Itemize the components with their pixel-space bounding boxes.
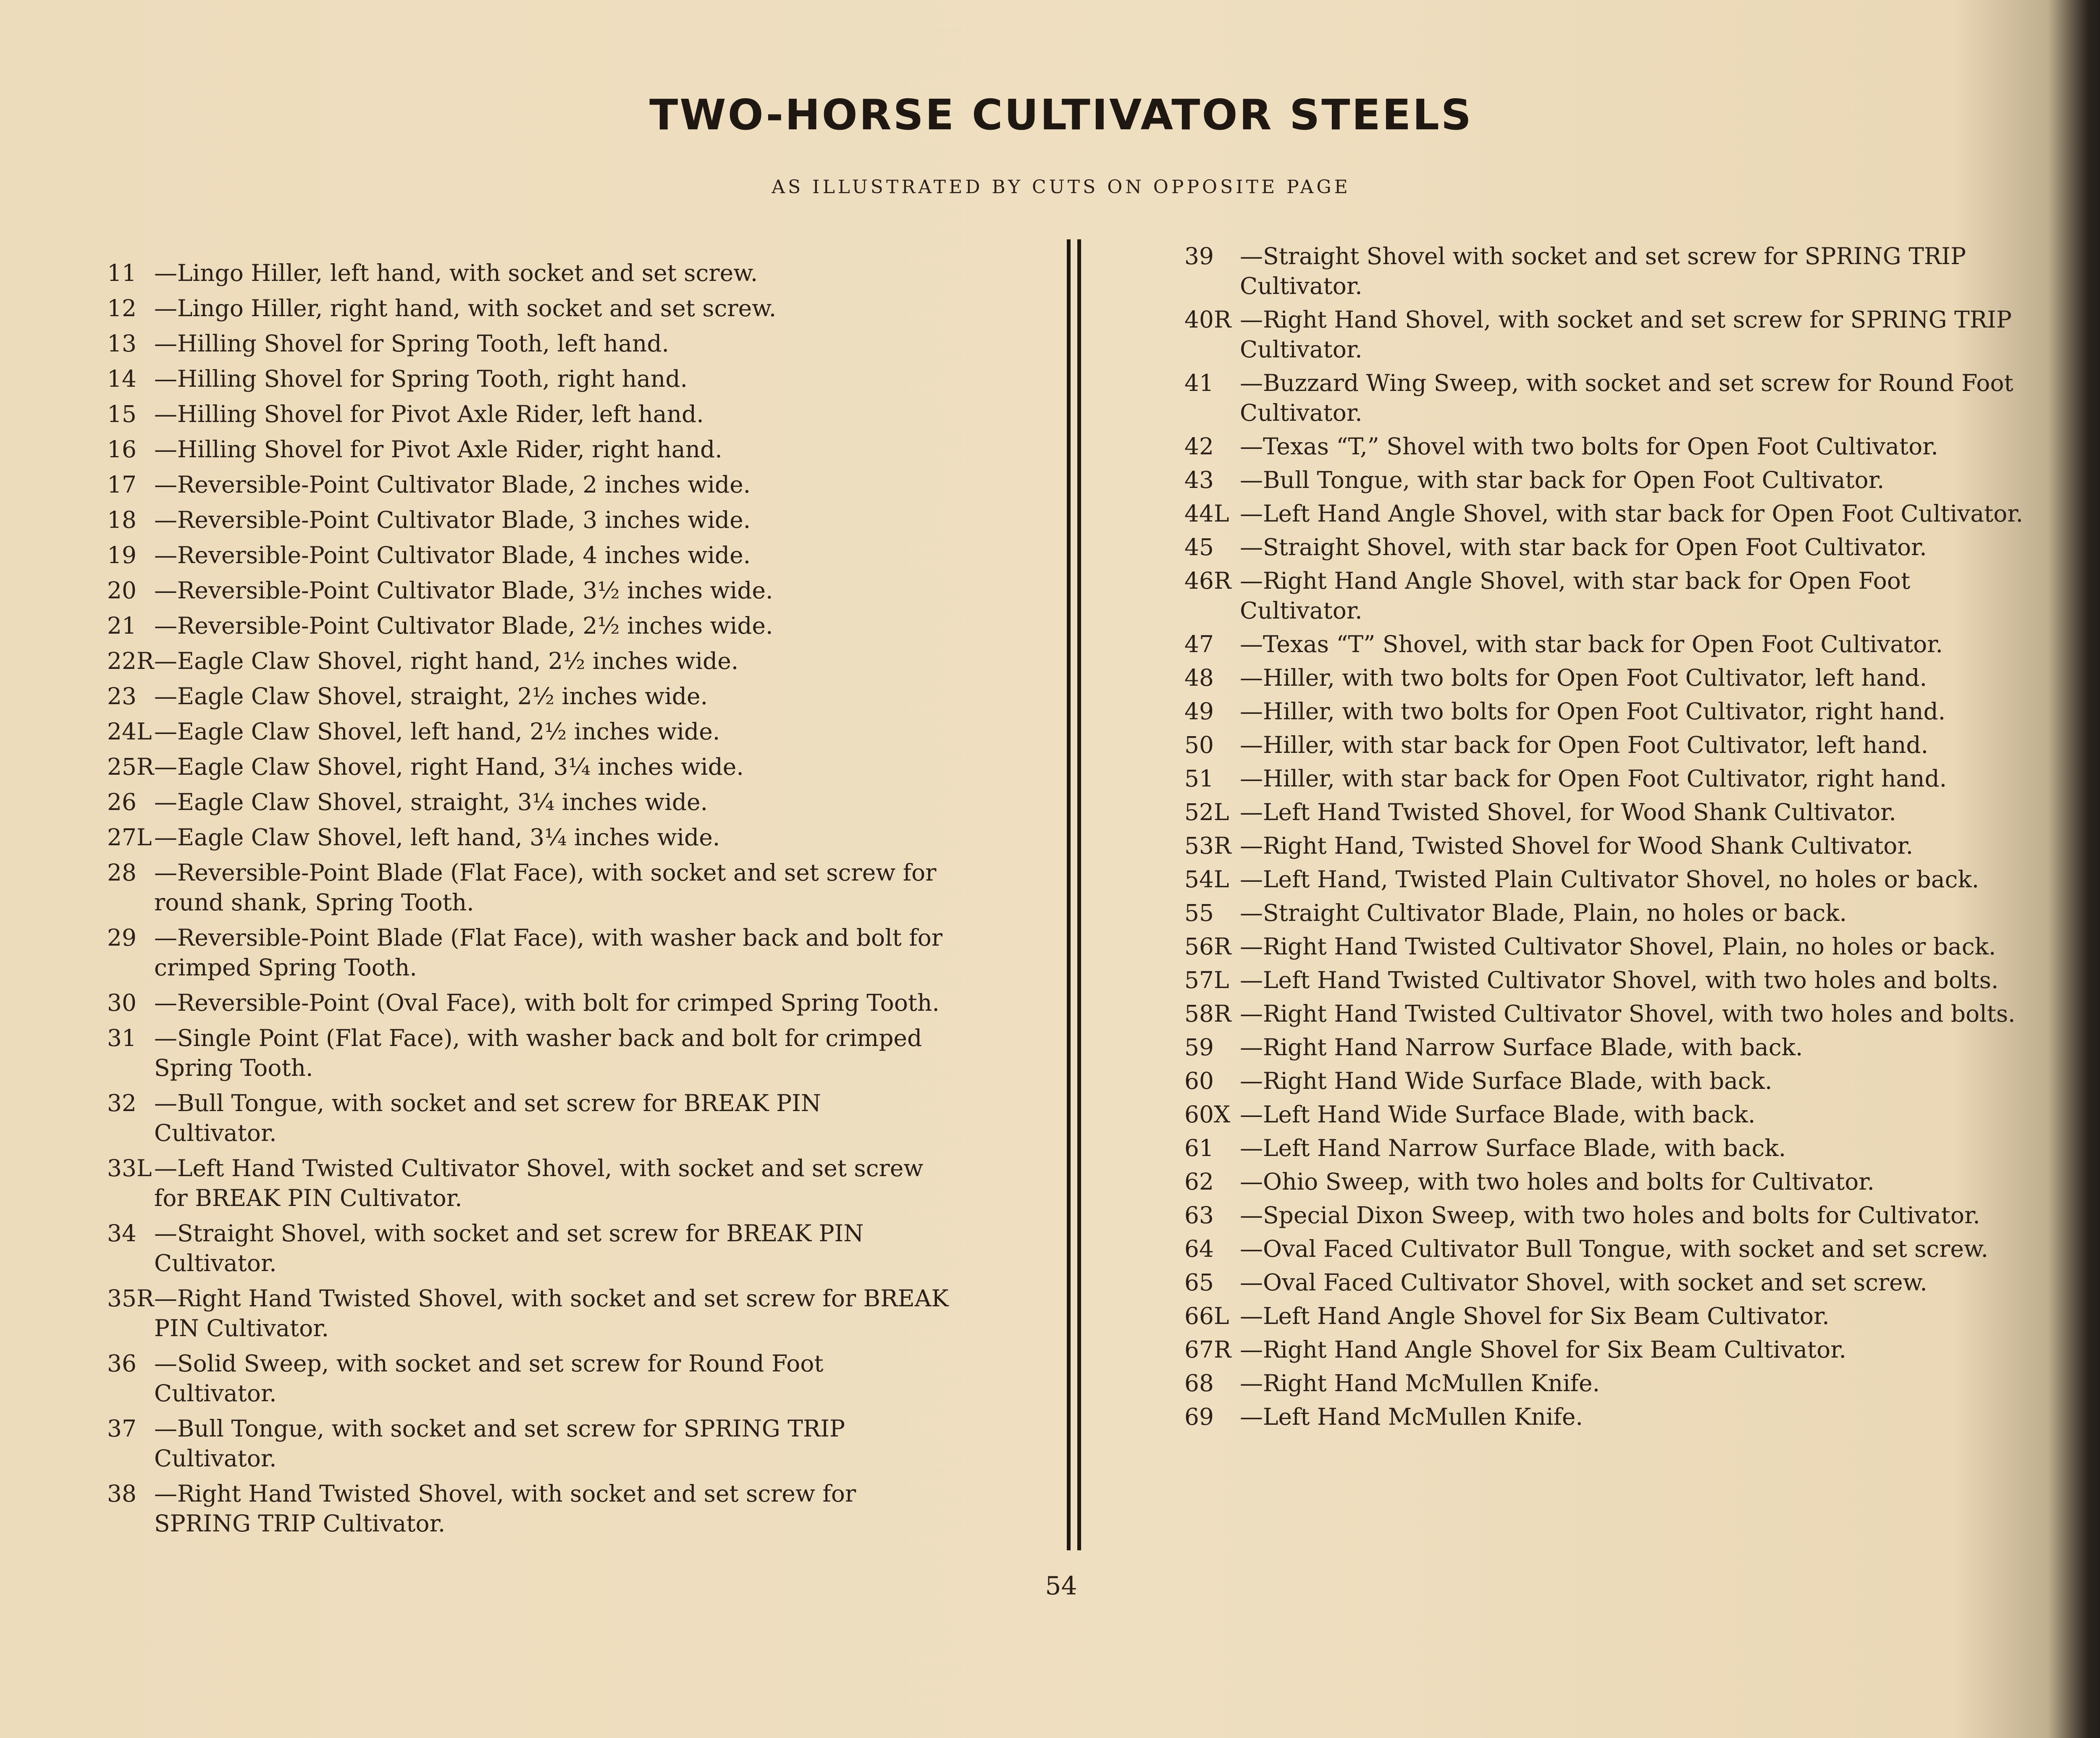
- item-number: 22R: [107, 647, 154, 674]
- item-number: 24L: [107, 718, 152, 745]
- item-number: 38: [107, 1480, 136, 1507]
- item-number: 56R: [1184, 933, 1231, 960]
- item-number: 68: [1184, 1370, 1214, 1397]
- item-description: —Reversible-Point (Oval Face), with bolt for crimped Spring Tooth.: [154, 989, 940, 1016]
- list-item: [107, 1284, 949, 1343]
- item-description: —Right Hand, Twisted Shovel for Wood Shank Cultivator.: [1240, 832, 1914, 859]
- item-number: 47: [1184, 631, 1214, 658]
- item-description: —Right Hand Wide Surface Blade, with back.: [1240, 1067, 1772, 1094]
- item-description: —Single Point (Flat Face), with washer back and bolt for crimped Spring Tooth.: [154, 1025, 922, 1081]
- list-item: [107, 470, 949, 500]
- item-number: 49: [1184, 698, 1214, 725]
- item-number: 61: [1184, 1135, 1214, 1161]
- item-description: —Reversible-Point Blade (Flat Face), with washer back and bolt for crimped Spring Tooth.: [154, 924, 943, 981]
- item-description: —Oval Faced Cultivator Shovel, with socket and set screw.: [1240, 1269, 1927, 1296]
- list-item: [1184, 831, 2029, 861]
- list-item: [107, 1219, 949, 1278]
- item-description: —Hiller, with star back for Open Foot Cultivator, left hand.: [1240, 731, 1929, 758]
- list-item: [1184, 1033, 2029, 1062]
- item-number: 39: [1184, 243, 1214, 270]
- item-number: 27L: [107, 824, 152, 851]
- item-number: 66L: [1184, 1303, 1229, 1329]
- item-number: 69: [1184, 1403, 1214, 1430]
- item-number: 51: [1184, 765, 1214, 792]
- list-item: [1184, 1167, 2029, 1197]
- list-item: [1184, 1335, 2029, 1365]
- item-description: —Reversible-Point Cultivator Blade, 2½ inches wide.: [154, 612, 773, 639]
- item-description: —Ohio Sweep, with two holes and bolts for Cultivator.: [1240, 1168, 1875, 1195]
- item-description: —Left Hand Narrow Surface Blade, with back.: [1240, 1135, 1786, 1161]
- item-description: —Straight Shovel, with star back for Open Foot Cultivator.: [1240, 534, 1927, 561]
- item-description: —Left Hand Twisted Shovel, for Wood Shank Cultivator.: [1240, 799, 1896, 826]
- item-description: —Bull Tongue, with socket and set screw for BREAK PIN Cultivator.: [154, 1090, 821, 1146]
- item-description: —Hiller, with two bolts for Open Foot Cultivator, right hand.: [1240, 698, 1946, 725]
- item-number: 30: [107, 989, 136, 1016]
- item-description: —Left Hand Twisted Cultivator Shovel, with socket and set screw for BREAK PIN Cultivator.: [154, 1155, 924, 1211]
- item-description: —Hiller, with star back for Open Foot Cultivator, right hand.: [1240, 765, 1947, 792]
- item-description: —Right Hand Shovel, with socket and set screw for SPRING TRIP Cultivator.: [1240, 306, 2012, 363]
- list-item: [1184, 697, 2029, 726]
- item-number: 25R: [107, 753, 154, 780]
- item-number: 59: [1184, 1034, 1214, 1061]
- list-item: [107, 1349, 949, 1408]
- list-item: [107, 1414, 949, 1473]
- item-number: 20: [107, 577, 136, 604]
- list-item: [107, 611, 949, 641]
- item-number: 41: [1184, 370, 1214, 396]
- item-description: —Buzzard Wing Sweep, with socket and set screw for Round Foot Cultivator.: [1240, 370, 2013, 426]
- item-description: —Hilling Shovel for Pivot Axle Rider, left hand.: [154, 401, 704, 427]
- list-item: [1184, 865, 2029, 894]
- list-item: [107, 1153, 949, 1213]
- list-item: [107, 858, 949, 917]
- item-number: 29: [107, 924, 136, 951]
- list-item: [1184, 1234, 2029, 1264]
- item-description: —Hilling Shovel for Spring Tooth, left hand.: [154, 330, 669, 357]
- page-subtitle: AS ILLUSTRATED BY CUTS ON OPPOSITE PAGE: [772, 176, 1351, 198]
- item-number: 53R: [1184, 832, 1231, 859]
- item-number: 26: [107, 789, 136, 815]
- left-column: [107, 258, 949, 1544]
- item-number: 11: [107, 260, 136, 286]
- list-item: [107, 682, 949, 711]
- list-item: [1184, 999, 2029, 1029]
- list-item: [107, 1479, 949, 1539]
- item-description: —Solid Sweep, with socket and set screw for Round Foot Cultivator.: [154, 1350, 824, 1407]
- item-description: —Straight Shovel, with socket and set screw for BREAK PIN Cultivator.: [154, 1220, 864, 1277]
- item-description: —Reversible-Point Cultivator Blade, 3 inches wide.: [154, 506, 751, 533]
- item-description: —Reversible-Point Cultivator Blade, 2 inches wide.: [154, 471, 751, 498]
- item-number: 17: [107, 471, 136, 498]
- list-item: [107, 364, 949, 394]
- list-item: [1184, 1100, 2029, 1130]
- item-number: 23: [107, 683, 136, 710]
- item-number: 44L: [1184, 500, 1229, 527]
- item-number: 33L: [107, 1155, 152, 1182]
- list-item: [107, 399, 949, 429]
- item-number: 40R: [1184, 306, 1231, 333]
- item-description: —Left Hand Angle Shovel for Six Beam Cultivator.: [1240, 1303, 1830, 1329]
- item-description: —Right Hand Twisted Shovel, with socket and set screw for BREAK PIN Cultivator.: [154, 1285, 949, 1342]
- item-description: —Right Hand Angle Shovel for Six Beam Cultivator.: [1240, 1336, 1846, 1363]
- item-description: —Right Hand Narrow Surface Blade, with back.: [1240, 1034, 1803, 1061]
- item-description: —Straight Cultivator Blade, Plain, no holes or back.: [1240, 899, 1847, 926]
- item-description: —Right Hand Twisted Cultivator Shovel, Plain, no holes or back.: [1240, 933, 1996, 960]
- item-number: 57L: [1184, 967, 1229, 994]
- item-description: —Oval Faced Cultivator Bull Tongue, with socket and set screw.: [1240, 1235, 1988, 1262]
- item-description: —Lingo Hiller, right hand, with socket and set screw.: [154, 295, 777, 322]
- item-description: —Eagle Claw Shovel, straight, 3¼ inches wide.: [154, 789, 708, 815]
- list-item: [1184, 1402, 2029, 1432]
- page-title: TWO-HORSE CULTIVATOR STEELS: [649, 90, 1473, 139]
- item-number: 31: [107, 1025, 136, 1051]
- list-item: [107, 646, 949, 676]
- item-number: 50: [1184, 731, 1214, 758]
- list-item: [107, 435, 949, 464]
- list-item: [107, 258, 949, 288]
- item-number: 16: [107, 436, 136, 463]
- list-item: [107, 576, 949, 606]
- item-number: 55: [1184, 899, 1214, 926]
- item-description: —Left Hand Twisted Cultivator Shovel, with two holes and bolts.: [1240, 967, 1999, 994]
- list-item: [107, 988, 949, 1018]
- list-item: [1184, 368, 2029, 428]
- item-number: 34: [107, 1220, 136, 1247]
- list-item: [107, 752, 949, 782]
- item-description: —Right Hand Twisted Shovel, with socket and set screw for SPRING TRIP Cultivator.: [154, 1480, 856, 1537]
- list-item: [1184, 730, 2029, 760]
- list-item: [1184, 241, 2029, 301]
- list-item: [107, 823, 949, 852]
- item-description: —Left Hand Angle Shovel, with star back for Open Foot Cultivator.: [1240, 500, 2023, 527]
- item-description: —Eagle Claw Shovel, right Hand, 3¼ inches wide.: [154, 753, 744, 780]
- item-number: 28: [107, 859, 136, 886]
- list-item: [107, 787, 949, 817]
- item-number: 58R: [1184, 1000, 1231, 1027]
- item-number: 43: [1184, 467, 1214, 493]
- item-description: —Texas “T,” Shovel with two bolts for Open Foot Cultivator.: [1240, 433, 1938, 460]
- list-item: [1184, 797, 2029, 827]
- item-description: —Left Hand, Twisted Plain Cultivator Shovel, no holes or back.: [1240, 866, 1979, 893]
- list-item: [1184, 663, 2029, 693]
- right-column: [1184, 241, 2029, 1436]
- item-number: 67R: [1184, 1336, 1231, 1363]
- list-item: [107, 540, 949, 570]
- list-item: [1184, 532, 2029, 562]
- item-number: 60: [1184, 1067, 1214, 1094]
- list-item: [1184, 764, 2029, 794]
- list-item: [1184, 1368, 2029, 1398]
- item-description: —Right Hand Angle Shovel, with star back for Open Foot Cultivator.: [1240, 567, 1911, 624]
- item-description: —Eagle Claw Shovel, straight, 2½ inches wide.: [154, 683, 708, 710]
- item-number: 15: [107, 401, 136, 427]
- item-number: 54L: [1184, 866, 1229, 893]
- item-number: 45: [1184, 534, 1214, 561]
- item-number: 36: [107, 1350, 136, 1377]
- item-number: 21: [107, 612, 136, 639]
- item-number: 63: [1184, 1202, 1214, 1229]
- item-description: —Hilling Shovel for Pivot Axle Rider, right hand.: [154, 436, 722, 463]
- item-description: —Special Dixon Sweep, with two holes and bolts for Cultivator.: [1240, 1202, 1980, 1229]
- item-description: —Reversible-Point Cultivator Blade, 4 inches wide.: [154, 542, 751, 569]
- item-description: —Lingo Hiller, left hand, with socket and set screw.: [154, 260, 758, 286]
- list-item: [107, 1023, 949, 1083]
- item-description: —Eagle Claw Shovel, left hand, 2½ inches wide.: [154, 718, 720, 745]
- item-number: 60X: [1184, 1101, 1231, 1128]
- list-item: [1184, 1201, 2029, 1230]
- list-item: [1184, 1268, 2029, 1298]
- item-description: —Hilling Shovel for Spring Tooth, right hand.: [154, 365, 688, 392]
- list-item: [1184, 1301, 2029, 1331]
- item-description: —Right Hand Twisted Cultivator Shovel, with two holes and bolts.: [1240, 1000, 2016, 1027]
- item-description: —Eagle Claw Shovel, left hand, 3¼ inches wide.: [154, 824, 720, 851]
- item-number: 65: [1184, 1269, 1214, 1296]
- item-number: 32: [107, 1090, 136, 1117]
- list-item: [1184, 465, 2029, 495]
- list-item: [1184, 629, 2029, 659]
- item-description: —Left Hand Wide Surface Blade, with back.: [1240, 1101, 1756, 1128]
- item-description: —Straight Shovel with socket and set screw for SPRING TRIP Cultivator.: [1240, 243, 1966, 299]
- item-description: —Reversible-Point Blade (Flat Face), with socket and set screw for round shank, Spring Tooth.: [154, 859, 937, 916]
- list-item: [107, 294, 949, 323]
- item-number: 42: [1184, 433, 1214, 460]
- item-description: —Right Hand McMullen Knife.: [1240, 1370, 1600, 1397]
- list-item: [1184, 1066, 2029, 1096]
- item-number: 37: [107, 1415, 136, 1442]
- list-item: [107, 923, 949, 983]
- item-description: —Texas “T” Shovel, with star back for Open Foot Cultivator.: [1240, 631, 1943, 658]
- list-item: [1184, 1133, 2029, 1163]
- item-number: 13: [107, 330, 136, 357]
- list-item: [1184, 305, 2029, 364]
- list-item: [107, 329, 949, 359]
- list-item: [1184, 432, 2029, 461]
- list-item: [1184, 965, 2029, 995]
- list-item: [1184, 499, 2029, 529]
- item-number: 14: [107, 365, 136, 392]
- list-item: [1184, 566, 2029, 626]
- item-description: —Bull Tongue, with star back for Open Foot Cultivator.: [1240, 467, 1885, 493]
- item-number: 19: [107, 542, 136, 569]
- list-item: [1184, 932, 2029, 962]
- column-divider: [1067, 239, 1081, 1550]
- item-description: —Eagle Claw Shovel, right hand, 2½ inches wide.: [154, 647, 739, 674]
- list-item: [107, 1088, 949, 1148]
- item-description: —Bull Tongue, with socket and set screw for SPRING TRIP Cultivator.: [154, 1415, 845, 1472]
- item-number: 52L: [1184, 799, 1229, 826]
- item-number: 46R: [1184, 567, 1231, 594]
- item-description: —Hiller, with two bolts for Open Foot Cultivator, left hand.: [1240, 664, 1927, 691]
- item-number: 48: [1184, 664, 1214, 691]
- item-number: 18: [107, 506, 136, 533]
- item-number: 35R: [107, 1285, 154, 1312]
- list-item: [107, 505, 949, 535]
- item-number: 12: [107, 295, 136, 322]
- page-number: 54: [1045, 1571, 1077, 1601]
- item-number: 62: [1184, 1168, 1214, 1195]
- list-item: [107, 717, 949, 747]
- item-number: 64: [1184, 1235, 1214, 1262]
- list-item: [1184, 898, 2029, 928]
- item-description: —Reversible-Point Cultivator Blade, 3½ inches wide.: [154, 577, 773, 604]
- item-description: —Left Hand McMullen Knife.: [1240, 1403, 1583, 1430]
